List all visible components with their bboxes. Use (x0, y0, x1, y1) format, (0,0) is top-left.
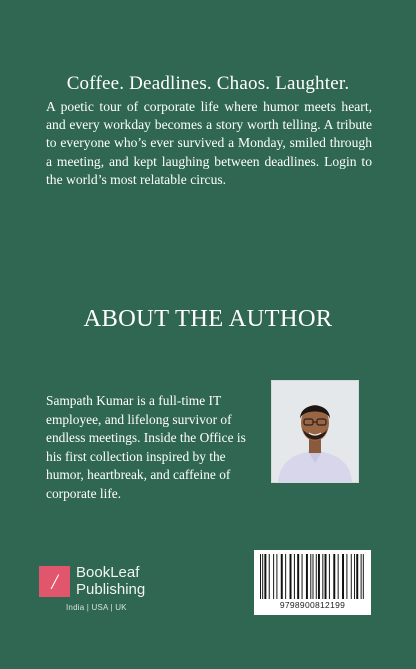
barcode-bar (333, 554, 335, 599)
barcode-bar (285, 554, 286, 599)
book-blurb: A poetic tour of corporate life where humor meets heart, and every workday becomes a story worth telling. A tribute to everyone who’s ever survived a Monday, smiled through a meeting, and kept laughing between deadlines. Login to the world’s most relatable circus. (46, 99, 372, 187)
barcode-bar (260, 554, 261, 599)
barcode-bar (325, 554, 327, 599)
barcode-bar (313, 554, 314, 599)
barcode-bar (338, 554, 339, 599)
barcode-bar (322, 554, 323, 599)
barcode (254, 550, 371, 615)
author-portrait-illustration (272, 381, 358, 482)
barcode-bar (269, 554, 270, 599)
barcode-bar (306, 554, 308, 599)
barcode-bar (342, 554, 344, 599)
barcode-bar (346, 554, 347, 599)
barcode-bar (273, 554, 274, 599)
barcode-icon (260, 554, 365, 599)
barcode-bar (302, 554, 303, 599)
barcode-bar (356, 554, 358, 599)
barcode-bar (310, 554, 311, 599)
barcode-bar (281, 554, 283, 599)
barcode-bar (316, 554, 317, 599)
bookleaf-logo-icon: / (39, 566, 70, 597)
author-bio: Sampath Kumar is a full-time IT employee, and lifelong survivor of endless meetings. Inside the Office is his first collection inspired by the humor, heartbreak, and caffeine of corporate life. (46, 393, 246, 501)
barcode-bar (262, 554, 263, 599)
publisher-regions: India | USA | UK (66, 603, 127, 612)
publisher-block (39, 565, 179, 615)
publisher-name-line1: BookLeaf (76, 564, 140, 581)
barcode-bar (297, 554, 299, 599)
isbn-number: 9798900812199 (279, 600, 346, 610)
barcode-bar (329, 554, 330, 599)
barcode-bar (264, 554, 266, 599)
author-photo (271, 380, 359, 483)
barcode-bar (363, 554, 364, 599)
barcode-bar (354, 554, 355, 599)
publisher-name-line2: Publishing (76, 581, 146, 598)
barcode-bar (318, 554, 320, 599)
about-author-heading: ABOUT THE AUTHOR (83, 305, 333, 332)
barcode-bar (276, 554, 277, 599)
barcode-bar (361, 554, 362, 599)
tagline: Coffee. Deadlines. Chaos. Laughter. (66, 73, 350, 94)
barcode-bar (351, 554, 352, 599)
barcode-bar (290, 554, 292, 599)
barcode-bar (294, 554, 295, 599)
